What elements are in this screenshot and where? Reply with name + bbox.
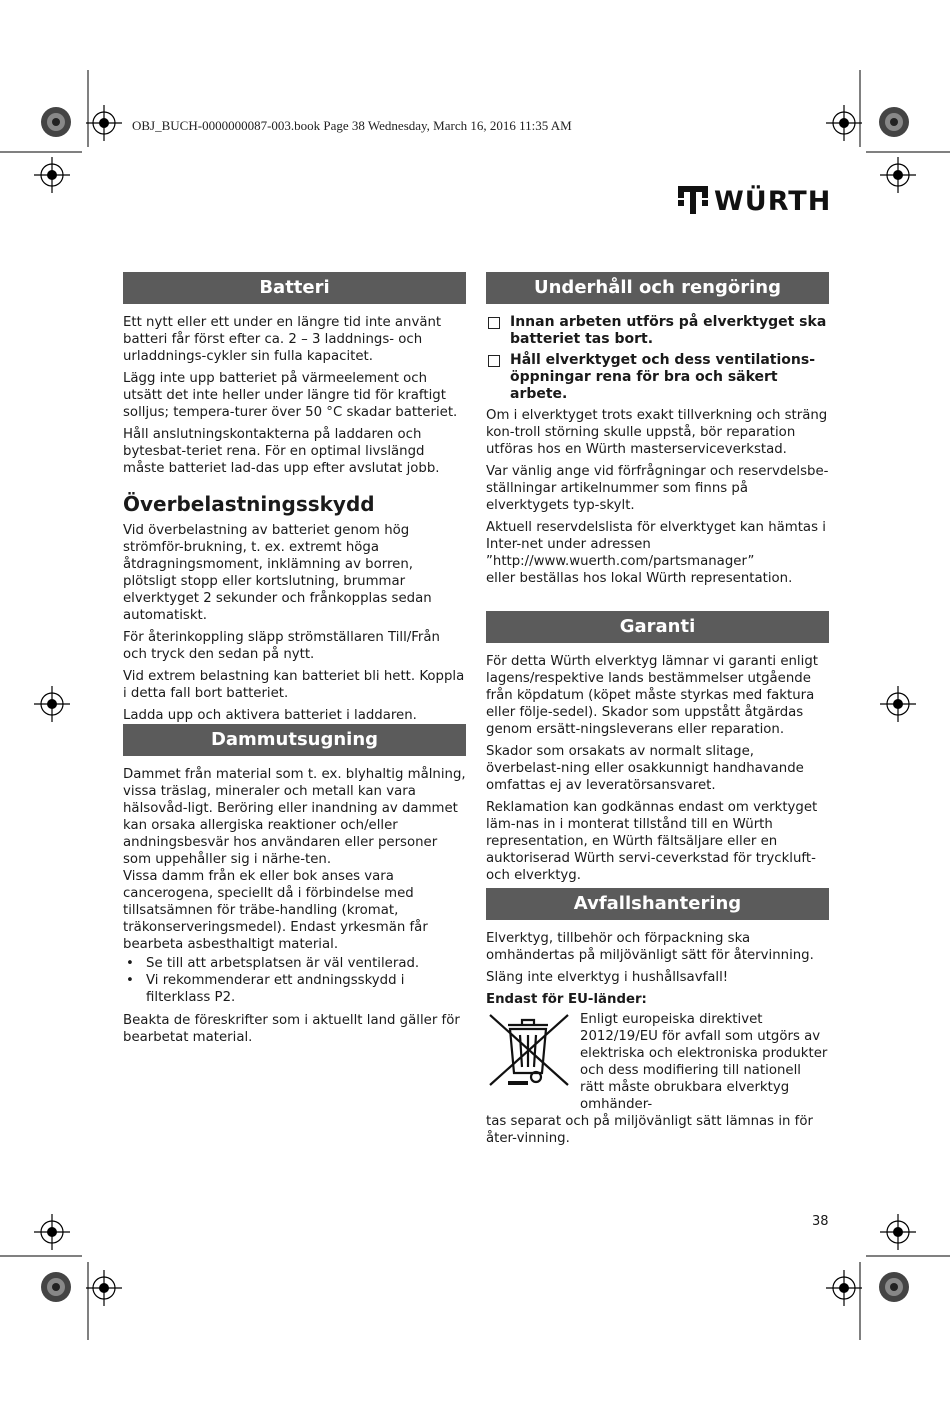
warranty-paragraph-3: Reklamation kan godkännas endast om verktyget läm-nas in i monterat tillstånd till en Würth representation, en Würth fältsäljare eller en auktoriserad Würth servi-ceverkstad för tryckluft- och elverktyg. <box>486 800 818 883</box>
overload-paragraph-3: Vid extrem belastning kan batteriet bli hett. Koppla i detta fall bort batteriet. <box>123 669 465 701</box>
page-number: 38 <box>812 1214 829 1229</box>
dust-paragraph-1: Dammet från material som t. ex. blyhaltig målning, vissa träslag, mineraler och metall kan vara hälsovåd-ligt. Beröring eller inandning av dammet kan orsaka allergiska reaktioner och/eller andningsbesvär hos användaren eller personer som uppehåller sig i närhe-ten. <box>123 767 466 867</box>
right-column <box>486 272 829 592</box>
maintenance-check-2: Håll elverktyget och dess ventilations-öppningar rena för bra och säkert arbete. <box>486 352 829 403</box>
batteri-paragraph-1: Ett nytt eller ett under en längre tid inte använt batteri får först efter ca. 2 – 3 laddnings- och urladdnings-cykler sin fulla kapacitet. <box>123 315 442 364</box>
section-bar-underhall: Underhåll och rengöring <box>486 272 829 304</box>
left-column-dust <box>123 724 466 1051</box>
maintenance-paragraph-1: Om i elverktyget trots exakt tillverkning och sträng kon-troll störning skulle uppstå, bör reparation utföras hos en Würth masterserviceverkstad. <box>486 408 828 457</box>
dust-paragraph-3: Beakta de föreskrifter som i aktuellt land gäller för bearbetat material. <box>123 1013 460 1045</box>
eu-paragraph-continued: tas separat och på miljövänligt sätt lämnas in för åter-vinning. <box>486 1114 813 1146</box>
overload-heading: Överbelastningsskydd <box>123 492 375 516</box>
section-bar-batteri: Batteri <box>123 272 466 304</box>
dust-bullet-2: • Vi rekommenderar ett andningsskydd i filterklass P2. <box>126 973 405 1005</box>
maintenance-paragraph-4: eller beställas hos lokal Würth representation. <box>486 571 793 586</box>
batteri-paragraph-2: Lägg inte upp batteriet på värmeelement och utsätt det inte heller under längre tid för kraftigt solljus; tempera-turer över 50 °C skadar batteriet. <box>123 371 458 420</box>
overload-paragraph-1: Vid överbelastning av batteriet genom hög strömför-brukning, t. ex. extremt höga åtdragningsmoment, inklämning av borren, plötsligt stopp eller kortslutning, brummar elverktyget 2 sekunder och frånkopplas sedan automatiskt. <box>123 523 432 623</box>
wurth-logo-icon <box>676 184 710 218</box>
maintenance-paragraph-3: Aktuell reservdelslista för elverktyget kan hämtas i Inter-net under adressen <box>486 520 826 552</box>
maintenance-paragraph-2: Var vänlig ange vid förfrågningar och reservdelsbe-ställningar artikelnummer som finns på elverktygets typ-skylt. <box>486 464 829 513</box>
dust-paragraph-2: Vissa damm från ek eller bok anses vara cancerogena, speciellt då i förbindelse med tillsatsämnen för träbe-handling (kromat, träkonserveringsmedel). Endast yrkesmän får bearbeta asbesthaltigt material. <box>123 869 428 952</box>
eu-paragraph: Enligt europeiska direktivet 2012/19/EU för avfall som utgörs av elektriska och elektroniska produkter och dess modifiering till nationell rätt måste obrukbara elverktyg omhänder- <box>580 1012 828 1112</box>
section-bar-garanti: Garanti <box>486 611 829 643</box>
disposal-paragraph-2: Släng inte elverktyg i hushållsavfall! <box>486 970 729 985</box>
dust-bullet-1: • Se till att arbetsplatsen är väl ventilerad. <box>126 956 420 971</box>
checkbox-square-icon <box>488 317 500 329</box>
section-bar-avfallshantering: Avfallshantering <box>486 888 829 920</box>
right-column-disposal <box>486 888 829 1152</box>
parts-url: ”http://www.wuerth.com/partsmanager” <box>486 554 755 569</box>
left-column <box>123 272 466 729</box>
section-bar-dammutsugning: Dammutsugning <box>123 724 466 756</box>
disposal-paragraph-1: Elverktyg, tillbehör och förpackning ska omhändertas på miljövänligt sätt för återvinning. <box>486 931 814 963</box>
maintenance-check-1: Innan arbeten utförs på elverktyget ska batteriet tas bort. <box>486 314 829 348</box>
overload-paragraph-2: För återinkoppling släpp strömställaren Till/Från och tryck den sedan på nytt. <box>123 630 440 662</box>
overload-paragraph-4: Ladda upp och aktivera batteriet i laddaren. <box>123 708 417 723</box>
wurth-logo <box>676 184 836 220</box>
warranty-paragraph-2: Skador som orsakats av normalt slitage, överbelast-ning eller osakkunnigt handhavande omfattas ej av leveratörsansvaret. <box>486 744 804 793</box>
batteri-paragraph-3: Håll anslutningskontakterna på laddaren och bytesbat-teriet rena. För en optimal livslängd måste batteriet lad-das upp efter avslutat jobb. <box>123 427 440 476</box>
checkbox-square-icon <box>488 355 500 367</box>
warranty-paragraph-1: För detta Würth elverktyg lämnar vi garanti enligt lagens/respektive lands bestämmelser utgående från köpdatum (köpet måste styrkas med faktura eller följe-sedel). Skador som uppstått åtgärdas genom ersätt-ningsleverans eller reparation. <box>486 654 818 737</box>
logo-wordmark: WÜRTH <box>714 186 832 217</box>
print-header: OBJ_BUCH-0000000087-003.book Page 38 Wednesday, March 16, 2016 11:35 AM <box>132 118 572 133</box>
eu-heading: Endast för EU-länder: <box>486 992 647 1007</box>
right-column-warranty <box>486 611 829 889</box>
crossed-out-wheelie-bin-icon <box>486 1011 572 1089</box>
